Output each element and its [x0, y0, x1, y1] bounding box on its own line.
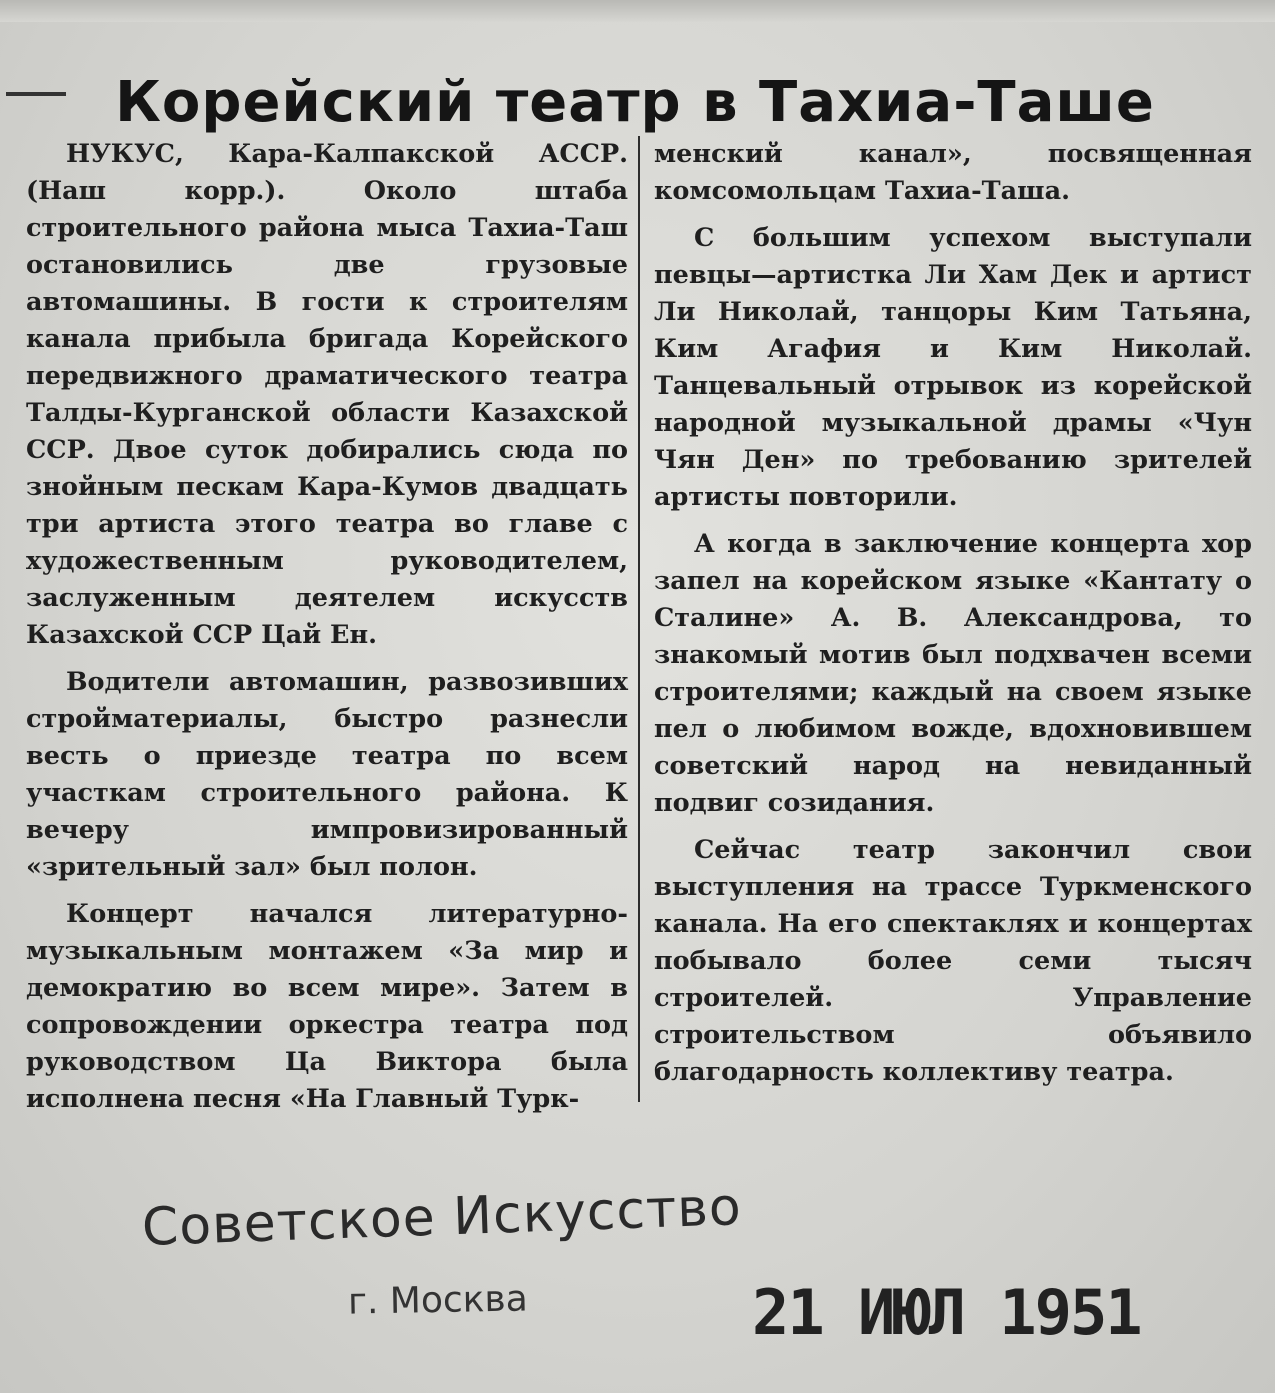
article-paragraph: С большим успехом выступали певцы—артистка Ли Хам Дек и артист Ли Николай, танцоры Ким Татьяна, Ким Агафия и Ким Николай. Танцевальный отрывок из корейской народной музыкальной драмы «Чун Чян Ден» по требованию зрителей артисты повторили.: [654, 223, 1252, 512]
column-divider: [638, 136, 640, 1102]
decorative-rule: [6, 92, 66, 96]
article-paragraph: менский канал», посвященная комсомольцам Тахиа-Таша.: [654, 139, 1252, 206]
article-paragraph: НУКУС, Кара-Калпакской АССР. (Наш корр.). Около штаба строительного района мыса Тахиа-Таш остановились две грузовые автомашины. В гости к строителям канала прибыла бригада Корейского передвижного драматического театра Талды-Курганской области Казахской ССР. Двое суток добирались сюда по знойным пескам Кара-Кумов двадцать три артиста этого театра во главе с художественным руководителем, заслуженным деятелем искусств Казахской ССР Цай Ен.: [26, 139, 628, 650]
stamp-date: 21 ИЮЛ 1951: [752, 1276, 1141, 1349]
stamp-publication-name: Советское Искусство: [140, 1177, 743, 1258]
article-paragraph: Концерт начался литературно-музыкальным монтажем «За мир и демократию во всем мире». Затем в сопровождении оркестра театра под руководством Ца Виктора была исполнена песня «На Главный Турк-: [26, 899, 628, 1114]
stamp-city: г. Москва: [347, 1278, 529, 1323]
clipping-top-edge: [0, 0, 1275, 22]
article-column-right: [654, 136, 1252, 1101]
article-column-left: [26, 136, 628, 1128]
article-paragraph: А когда в заключение концерта хор запел на корейском языке «Кантату о Сталине» А. В. Александрова, то знакомый мотив был подхвачен всеми строителями; каждый на своем языке пел о любимом вожде, вдохновившем советский народ на невиданный подвиг созидания.: [654, 529, 1252, 818]
article-paragraph: Сейчас театр закончил свои выступления на трассе Туркменского канала. На его спектаклях и концертах побывало более семи тысяч строителей. Управление строительством объявило благодарность коллективу театра.: [654, 835, 1252, 1087]
article-paragraph: Водители автомашин, развозивших стройматериалы, быстро разнесли весть о приезде театра по всем участкам строительного района. К вечеру импровизированный «зрительный зал» был полон.: [26, 667, 628, 882]
article-headline: Корейский театр в Тахиа-Таше: [115, 69, 1155, 135]
